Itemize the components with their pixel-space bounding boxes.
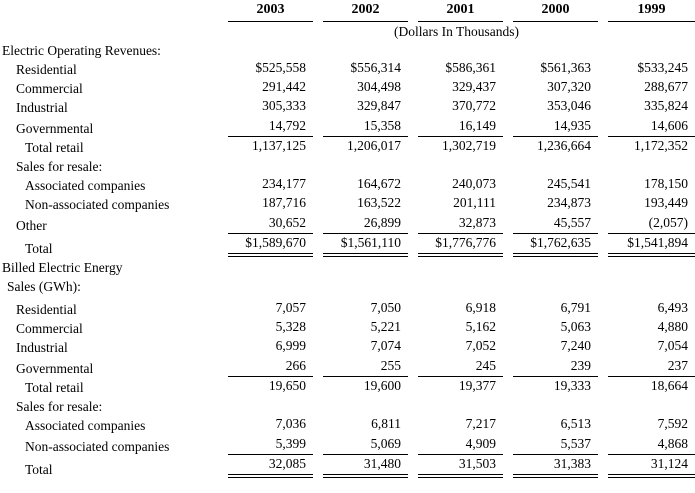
empty-cells (218, 257, 695, 276)
cell (408, 78, 503, 97)
cell-value: 30,652 (228, 215, 313, 234)
year-label: 2002 (323, 2, 408, 22)
cell-value: 16,149 (418, 118, 503, 137)
cell-value: 353,046 (547, 98, 591, 113)
cell (408, 175, 503, 194)
cell-value: 6,999 (275, 338, 306, 353)
cell-value: $556,314 (350, 60, 401, 75)
cell (218, 116, 313, 137)
cell-value: 14,792 (228, 118, 313, 137)
cell (503, 415, 598, 434)
year-column-header (313, 0, 408, 22)
cell (313, 116, 408, 137)
cell (598, 78, 695, 97)
empty-cells (218, 156, 695, 175)
cell (503, 455, 598, 478)
table-row (0, 116, 695, 137)
table-row (0, 213, 695, 234)
cell (408, 234, 503, 257)
row-label: Commercial (16, 321, 83, 336)
cell-value: 305,333 (262, 98, 306, 113)
cell-value: 291,442 (262, 79, 306, 94)
cell (218, 415, 313, 434)
cell-value: 245 (418, 358, 503, 377)
table-row (0, 156, 695, 175)
cell-value: 19,600 (363, 378, 401, 393)
cell (218, 377, 313, 396)
empty-cells (218, 276, 695, 295)
cell (598, 234, 695, 257)
cell (313, 318, 408, 337)
table-row (0, 194, 695, 213)
cell (503, 97, 598, 116)
row-label: Non-associated companies (25, 197, 170, 212)
units-spacer (0, 22, 218, 40)
table-row (0, 337, 695, 356)
cell-value: 6,791 (560, 300, 591, 315)
units-note: (Dollars In Thousands) (394, 24, 519, 39)
cell (408, 415, 503, 434)
cell-value: 45,557 (513, 215, 598, 234)
cell (503, 175, 598, 194)
cell (408, 213, 503, 234)
cell-value: 6,513 (560, 416, 591, 431)
cell-value: 201,111 (453, 195, 496, 210)
cell (503, 116, 598, 137)
cell-value: 31,480 (323, 456, 408, 478)
cell-value: 7,074 (370, 338, 401, 353)
cell (218, 337, 313, 356)
cell-value: 7,050 (370, 300, 401, 315)
cell (408, 97, 503, 116)
cell (313, 137, 408, 156)
cell (408, 377, 503, 396)
cell (218, 78, 313, 97)
cell (503, 377, 598, 396)
cell-value: 5,221 (370, 319, 401, 334)
cell (408, 59, 503, 78)
cell (218, 97, 313, 116)
cell (408, 194, 503, 213)
table-row (0, 137, 695, 156)
cell (408, 116, 503, 137)
cell-value: 178,150 (644, 176, 688, 191)
cell (218, 175, 313, 194)
cell-value: 5,069 (323, 436, 408, 455)
cell (218, 137, 313, 156)
cell-value: 307,320 (547, 79, 591, 94)
units-row (0, 22, 695, 40)
table-row (0, 415, 695, 434)
cell-value: $586,361 (445, 60, 496, 75)
cell-value: 19,333 (553, 378, 591, 393)
cell (598, 59, 695, 78)
cell-value: 7,240 (560, 338, 591, 353)
cell (598, 137, 695, 156)
cell (218, 455, 313, 478)
cell (598, 213, 695, 234)
row-label: Industrial (16, 100, 68, 115)
year-label: 2000 (513, 2, 598, 22)
table-row (0, 40, 695, 59)
cell (598, 295, 695, 318)
cell-value: 15,358 (323, 118, 408, 137)
year-label: 2003 (228, 2, 313, 22)
cell-value: 187,716 (262, 195, 306, 210)
cell (598, 434, 695, 455)
cell-value: 304,498 (357, 79, 401, 94)
table-row (0, 434, 695, 455)
cell-value: 1,206,017 (347, 138, 401, 153)
table-row (0, 276, 695, 295)
cell (503, 337, 598, 356)
cell-value: 288,677 (644, 79, 688, 94)
cell-value: 7,052 (465, 338, 496, 353)
cell-value: 4,880 (657, 319, 688, 334)
cell-value: (2,057) (608, 215, 695, 234)
cell-value: 329,437 (452, 79, 496, 94)
cell (218, 434, 313, 455)
row-label: Industrial (16, 340, 68, 355)
cell-value: 14,606 (608, 118, 695, 137)
cell (598, 318, 695, 337)
cell-value: $525,558 (255, 60, 306, 75)
cell (218, 213, 313, 234)
cell-value: $1,589,670 (228, 235, 313, 257)
cell-value: 5,063 (560, 319, 591, 334)
cell (313, 337, 408, 356)
cell (408, 318, 503, 337)
cell-value: 240,073 (452, 176, 496, 191)
cell-value: 1,137,125 (252, 138, 306, 153)
cell (503, 194, 598, 213)
table-row (0, 78, 695, 97)
cell (598, 455, 695, 478)
cell (218, 59, 313, 78)
cell (313, 455, 408, 478)
header-row (0, 0, 695, 22)
cell-value: 164,672 (357, 176, 401, 191)
cell (598, 377, 695, 396)
table-row (0, 318, 695, 337)
cell (313, 97, 408, 116)
row-label: Total retail (25, 380, 84, 395)
empty-cells (218, 396, 695, 415)
cell (598, 415, 695, 434)
cell-value: 32,085 (228, 456, 313, 478)
cell-value: 19,377 (458, 378, 496, 393)
table-row (0, 97, 695, 116)
cell-value: 234,873 (547, 195, 591, 210)
cell-value: 1,302,719 (442, 138, 496, 153)
empty-cells (218, 40, 695, 59)
cell-value: 6,811 (371, 416, 401, 431)
cell (313, 377, 408, 396)
cell (313, 295, 408, 318)
cell (503, 434, 598, 455)
row-label: Commercial (16, 81, 83, 96)
year-column-header (408, 0, 503, 22)
year-column-header (503, 0, 598, 22)
cell-value: $533,245 (637, 60, 688, 75)
row-label: Residential (16, 302, 77, 317)
cell (313, 434, 408, 455)
cell-value: $1,776,776 (418, 235, 503, 257)
cell-value: 7,057 (275, 300, 306, 315)
section-heading: Sales for resale: (16, 399, 103, 414)
cell-value: 18,664 (650, 378, 688, 393)
cell-value: 239 (513, 358, 598, 377)
row-label: Total (25, 241, 53, 256)
cell (218, 318, 313, 337)
cell (313, 194, 408, 213)
cell (218, 356, 313, 377)
cell-value: $1,561,110 (323, 235, 408, 257)
row-label: Non-associated companies (25, 439, 170, 454)
cell (313, 78, 408, 97)
year-label: 2001 (418, 2, 503, 22)
cell-value: 1,236,664 (537, 138, 591, 153)
table-row (0, 295, 695, 318)
table-row (0, 396, 695, 415)
cell (503, 234, 598, 257)
cell-value: 7,592 (657, 416, 688, 431)
cell-value: 4,868 (608, 436, 695, 455)
cell-value: 234,177 (262, 176, 306, 191)
cell-value: 5,537 (513, 436, 598, 455)
cell (598, 116, 695, 137)
row-label: Total (25, 462, 53, 477)
cell-value: 255 (323, 358, 408, 377)
cell-value: 26,899 (323, 215, 408, 234)
cell-value: 266 (228, 358, 313, 377)
cell (408, 137, 503, 156)
cell-value: 237 (608, 358, 695, 377)
row-label: Associated companies (25, 178, 146, 193)
section-heading: Sales for resale: (16, 159, 103, 174)
cell-value: $561,363 (540, 60, 591, 75)
cell-value: 335,824 (644, 98, 688, 113)
cell-value: 32,873 (418, 215, 503, 234)
section-heading: Electric Operating Revenues: (2, 43, 161, 58)
cell (313, 415, 408, 434)
cell (503, 59, 598, 78)
table-row (0, 257, 695, 276)
cell (408, 337, 503, 356)
cell-value: 14,935 (513, 118, 598, 137)
cell-value: $1,541,894 (608, 235, 695, 257)
table-row (0, 234, 695, 257)
cell (598, 97, 695, 116)
cell-value: 31,383 (513, 456, 598, 478)
cell-value: 329,847 (357, 98, 401, 113)
cell (218, 295, 313, 318)
cell (598, 356, 695, 377)
row-label: Total retail (25, 140, 84, 155)
cell-value: 5,162 (465, 319, 496, 334)
table-row (0, 59, 695, 78)
cell-value: 5,399 (228, 436, 313, 455)
cell (598, 194, 695, 213)
cell (313, 175, 408, 194)
cell (408, 356, 503, 377)
year-column-header (598, 0, 695, 22)
cell (218, 234, 313, 257)
table-row (0, 175, 695, 194)
cell-value: 31,124 (608, 456, 695, 478)
cell (408, 295, 503, 318)
cell (503, 356, 598, 377)
cell (313, 234, 408, 257)
cell (598, 337, 695, 356)
cell (503, 213, 598, 234)
cell (408, 455, 503, 478)
header-spacer (0, 0, 218, 22)
cell (313, 356, 408, 377)
cell-value: 1,172,352 (634, 138, 688, 153)
cell-value: 7,054 (657, 338, 688, 353)
cell-value: 7,217 (465, 416, 496, 431)
cell (313, 59, 408, 78)
cell (598, 175, 695, 194)
table-row (0, 356, 695, 377)
cell-value: 4,909 (418, 436, 503, 455)
table-row (0, 455, 695, 478)
cell-value: 193,449 (644, 195, 688, 210)
cell (503, 137, 598, 156)
cell (503, 295, 598, 318)
row-label: Associated companies (25, 418, 146, 433)
year-label: 1999 (608, 2, 695, 22)
cell-value: $1,762,635 (513, 235, 598, 257)
year-column-header (218, 0, 313, 22)
cell-value: 245,541 (547, 176, 591, 191)
cell (218, 194, 313, 213)
cell (503, 318, 598, 337)
table-row (0, 377, 695, 396)
cell (313, 213, 408, 234)
cell-value: 19,650 (268, 378, 306, 393)
row-label: Governmental (16, 121, 94, 136)
cell-value: 370,772 (452, 98, 496, 113)
cell-value: 163,522 (357, 195, 401, 210)
cell-value: 5,328 (275, 319, 306, 334)
row-label: Governmental (16, 361, 94, 376)
row-label: Other (16, 218, 47, 233)
cell-value: 7,036 (275, 416, 306, 431)
cell-value: 31,503 (418, 456, 503, 478)
cell-value: 6,493 (657, 300, 688, 315)
cell (408, 434, 503, 455)
section-heading: Billed Electric Energy (2, 260, 123, 275)
section-heading: Sales (GWh): (7, 279, 81, 294)
cell (503, 78, 598, 97)
cell-value: 6,918 (465, 300, 496, 315)
row-label: Residential (16, 62, 77, 77)
